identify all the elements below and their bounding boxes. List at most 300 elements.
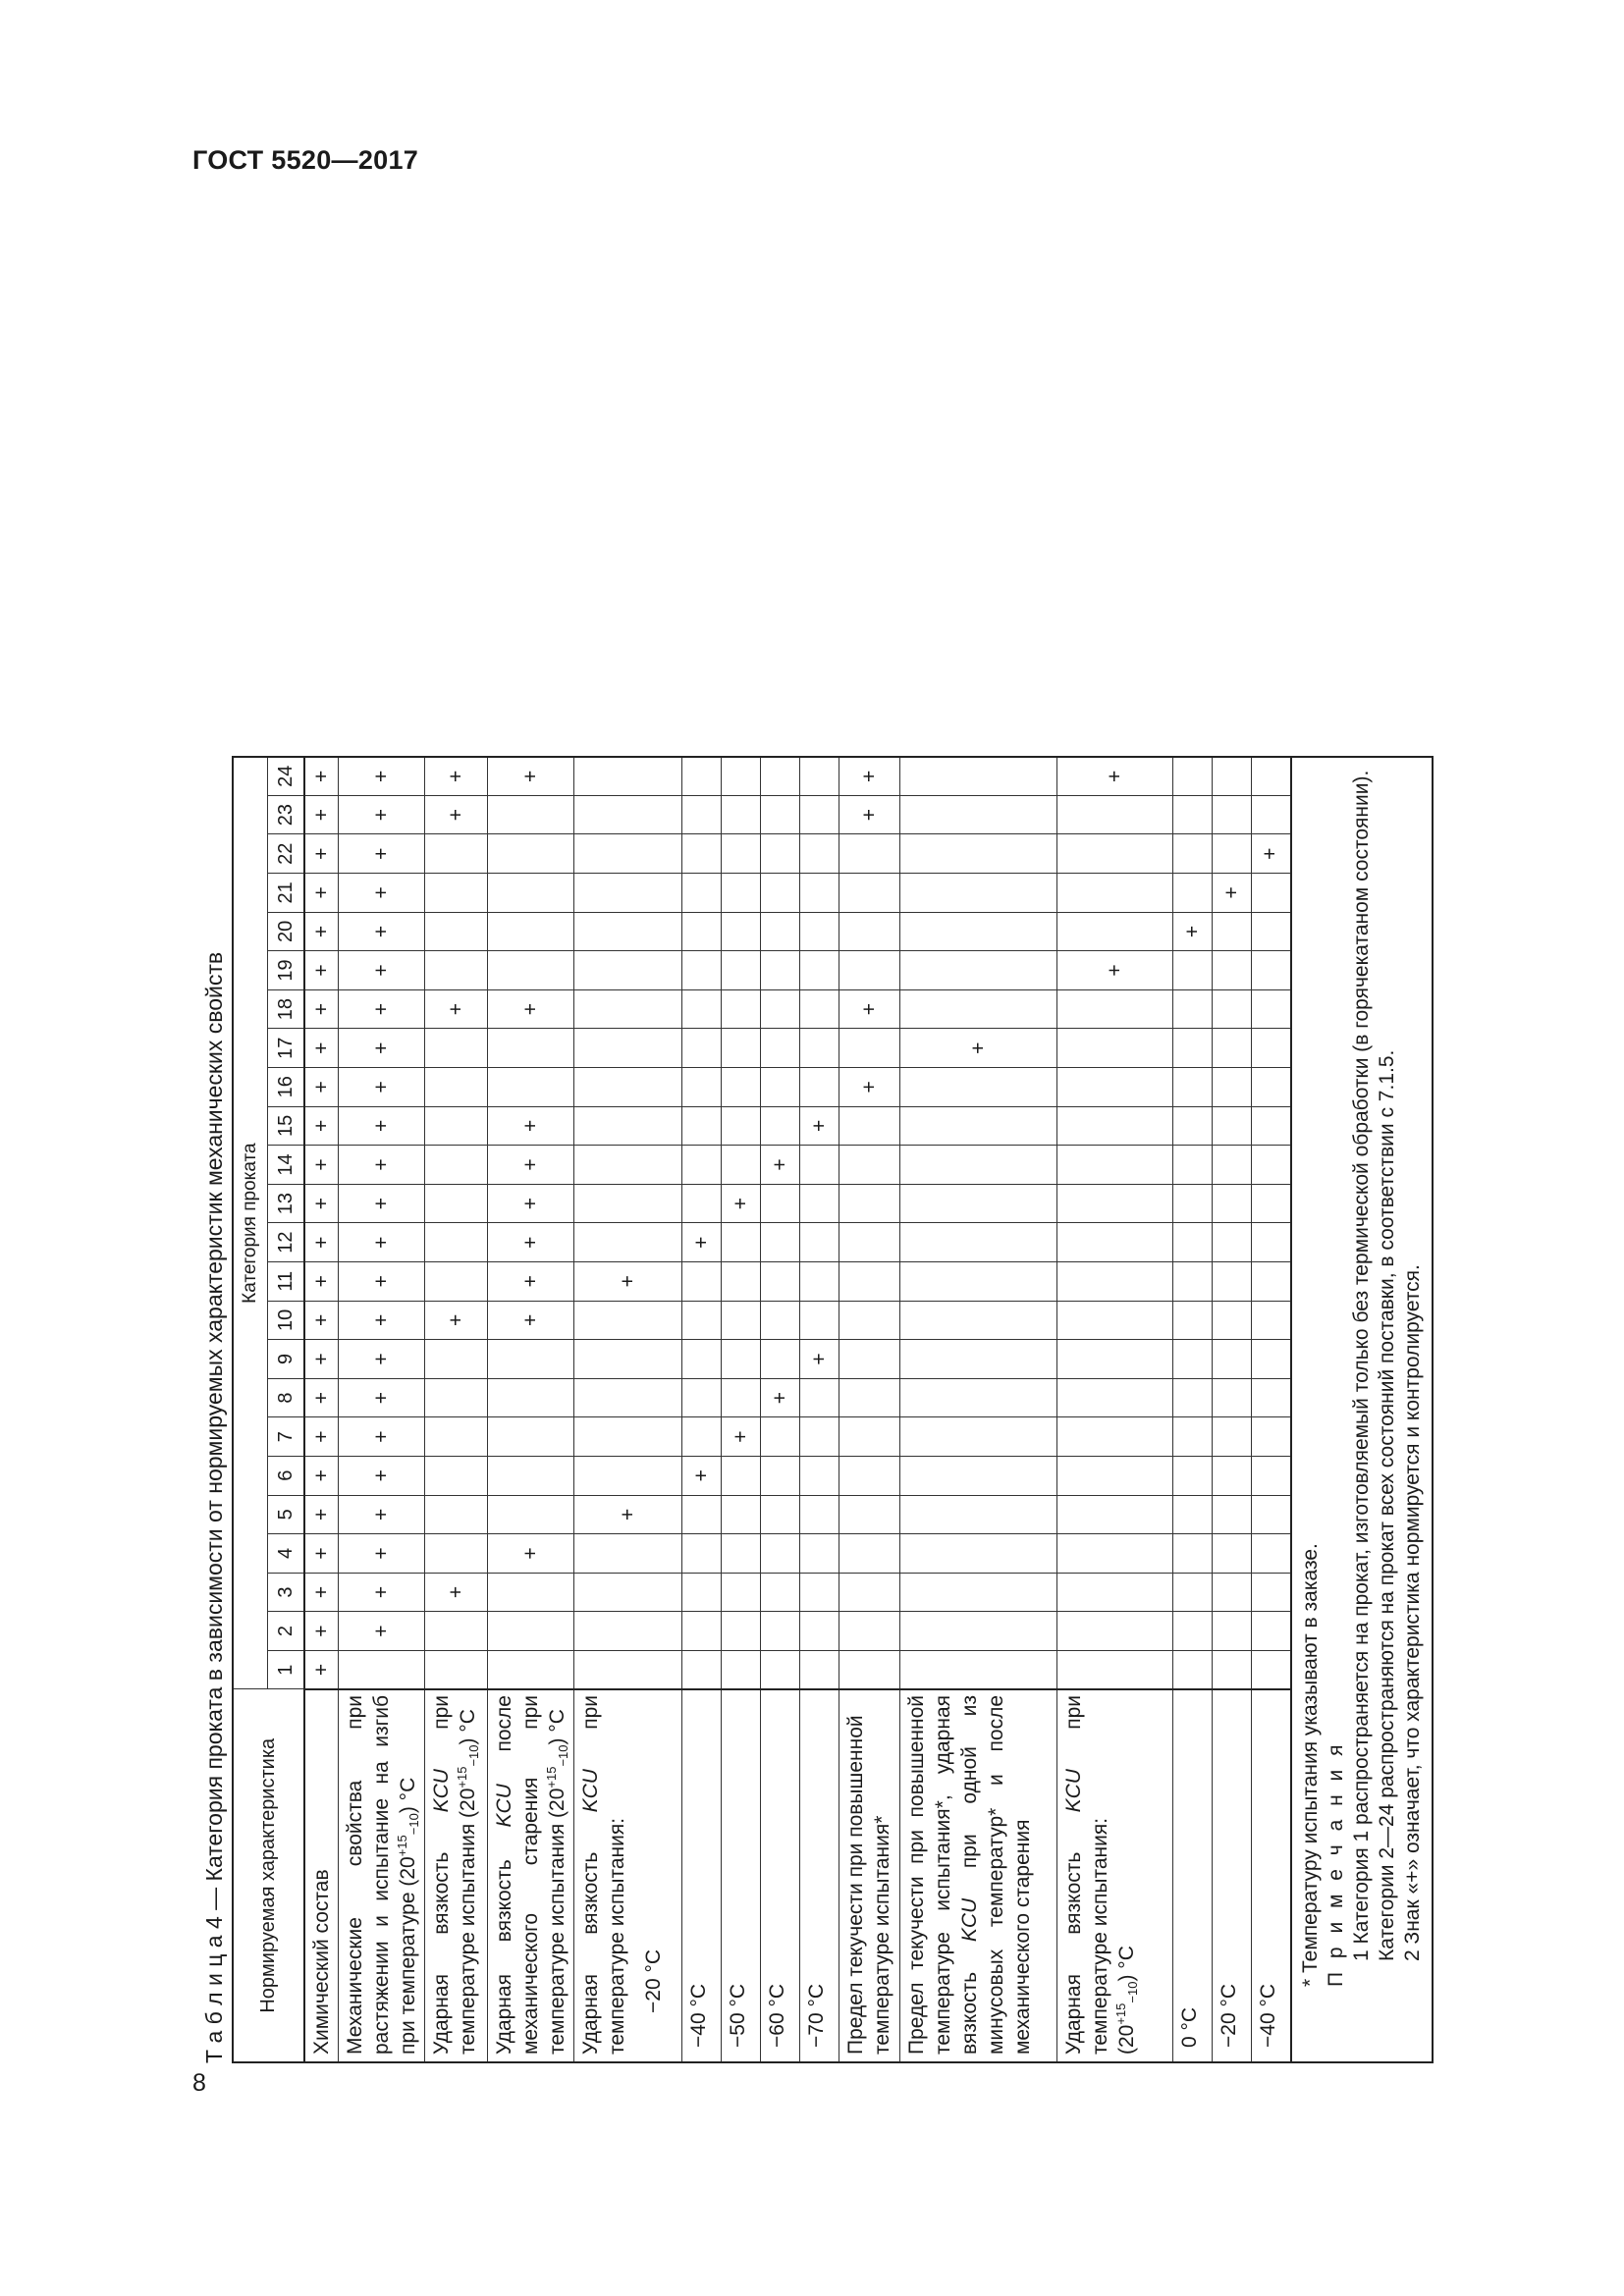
empty-cell: [1057, 1068, 1173, 1107]
category-number-24: 24: [268, 757, 305, 796]
row-label-text: ) °С: [1115, 1946, 1138, 1982]
table-row: [1252, 757, 1291, 2062]
row-label: [339, 1689, 425, 2062]
row-label-text: при температуре испытания:: [579, 1695, 628, 2055]
row-label: [488, 1689, 574, 2062]
row-label: [1173, 1689, 1213, 2062]
empty-cell: [722, 1456, 761, 1495]
row-label-text: при одной из минусовых температур* и после механического старения: [958, 1694, 1034, 2055]
empty-cell: [1057, 1650, 1173, 1689]
empty-cell: [800, 1223, 839, 1262]
empty-cell: [800, 1495, 839, 1534]
empty-cell: [1057, 1534, 1173, 1574]
plus-mark: +: [425, 1573, 488, 1612]
table-row: [800, 757, 839, 2062]
empty-cell: [900, 1534, 1057, 1574]
temperature-label: −50 °С: [727, 1983, 749, 2048]
empty-cell: [1252, 1029, 1291, 1068]
empty-cell: [761, 1534, 800, 1574]
empty-cell: [1252, 757, 1291, 796]
plus-mark: +: [839, 989, 900, 1029]
empty-cell: [425, 951, 488, 990]
empty-cell: [488, 912, 574, 951]
kcu-symbol: KCU: [493, 1784, 515, 1828]
empty-cell: [1252, 795, 1291, 834]
empty-cell: [761, 1417, 800, 1457]
tolerance-sup: +15: [395, 1835, 409, 1857]
empty-cell: [900, 1301, 1057, 1340]
table-row: [722, 757, 761, 2062]
plus-mark: +: [488, 1223, 574, 1262]
empty-cell: [800, 1029, 839, 1068]
empty-cell: [839, 1378, 900, 1417]
plus-mark: +: [488, 1261, 574, 1301]
row-label: [682, 1689, 722, 2062]
plus-mark: +: [800, 1340, 839, 1379]
empty-cell: [1213, 834, 1252, 874]
plus-mark: +: [304, 874, 339, 913]
empty-cell: [1252, 874, 1291, 913]
empty-cell: [1057, 1417, 1173, 1457]
empty-cell: [1173, 1340, 1213, 1379]
category-number-6: 6: [268, 1456, 305, 1495]
table-row: [1057, 757, 1173, 2062]
empty-cell: [839, 874, 900, 913]
category-number-7: 7: [268, 1417, 305, 1457]
empty-cell: [900, 1340, 1057, 1379]
empty-cell: [839, 1340, 900, 1379]
empty-cell: [1057, 912, 1173, 951]
empty-cell: [425, 1261, 488, 1301]
table-row: [1173, 757, 1213, 2062]
empty-cell: [574, 1650, 682, 1689]
empty-cell: [722, 795, 761, 834]
empty-cell: [900, 1456, 1057, 1495]
plus-mark: +: [900, 1029, 1057, 1068]
empty-cell: [1252, 1301, 1291, 1340]
empty-cell: [1213, 1417, 1252, 1457]
empty-cell: [1252, 1495, 1291, 1534]
empty-cell: [425, 1378, 488, 1417]
empty-cell: [1213, 1340, 1252, 1379]
category-number-19: 19: [268, 951, 305, 990]
plus-mark: +: [304, 1378, 339, 1417]
empty-cell: [574, 1417, 682, 1457]
empty-cell: [682, 874, 722, 913]
empty-cell: [682, 1301, 722, 1340]
empty-cell: [1057, 989, 1173, 1029]
plus-mark: +: [339, 951, 425, 990]
plus-mark: +: [574, 1495, 682, 1534]
empty-cell: [722, 1378, 761, 1417]
empty-cell: [1252, 1146, 1291, 1185]
empty-cell: [488, 1068, 574, 1107]
row-label: [722, 1689, 761, 2062]
temperature-label: −60 °С: [766, 1983, 788, 2048]
row-label-text: после механического старения при температуре испытания (20: [493, 1695, 568, 2055]
plus-mark: +: [488, 1146, 574, 1185]
empty-cell: [1057, 834, 1173, 874]
empty-cell: [425, 1417, 488, 1457]
empty-cell: [900, 951, 1057, 990]
table-row: [1213, 757, 1252, 2062]
tolerance-sup: +15: [455, 1766, 469, 1789]
empty-cell: [1252, 1417, 1291, 1457]
empty-cell: [682, 912, 722, 951]
empty-cell: [488, 834, 574, 874]
plus-mark: +: [304, 1068, 339, 1107]
empty-cell: [1057, 795, 1173, 834]
empty-cell: [488, 1378, 574, 1417]
empty-cell: [1213, 757, 1252, 796]
empty-cell: [1057, 1301, 1173, 1340]
plus-mark: +: [339, 1223, 425, 1262]
empty-cell: [722, 834, 761, 874]
empty-cell: [761, 1106, 800, 1146]
category-number-20: 20: [268, 912, 305, 951]
empty-cell: [1173, 1378, 1213, 1417]
empty-cell: [839, 912, 900, 951]
note-2: 2 Знак «+» означает, что характеристика нормируется и контролируется.: [1400, 1264, 1424, 1961]
category-number-5: 5: [268, 1495, 305, 1534]
plus-mark: +: [1213, 874, 1252, 913]
empty-cell: [574, 874, 682, 913]
empty-cell: [682, 1068, 722, 1107]
category-header: Категория проката: [233, 757, 268, 1689]
empty-cell: [574, 1340, 682, 1379]
empty-cell: [1057, 1495, 1173, 1534]
empty-cell: [1213, 1184, 1252, 1223]
plus-mark: +: [304, 757, 339, 796]
plus-mark: +: [1252, 834, 1291, 874]
row-label-text: ) °С: [397, 1777, 419, 1814]
empty-cell: [800, 989, 839, 1029]
empty-cell: [1173, 1417, 1213, 1457]
empty-cell: [1213, 951, 1252, 990]
empty-cell: [761, 1223, 800, 1262]
empty-cell: [1173, 1573, 1213, 1612]
empty-cell: [761, 1456, 800, 1495]
empty-cell: [574, 1223, 682, 1262]
row-label-text: ) °С: [546, 1709, 568, 1745]
category-number-1: 1: [268, 1650, 305, 1689]
empty-cell: [682, 1417, 722, 1457]
empty-cell: [900, 1068, 1057, 1107]
category-number-13: 13: [268, 1184, 305, 1223]
characteristic-header: Нормируемая характеристика: [233, 1689, 304, 2062]
plus-mark: +: [304, 912, 339, 951]
tolerance-sub: −10: [466, 1744, 481, 1767]
row-label: [761, 1689, 800, 2062]
empty-cell: [574, 1029, 682, 1068]
empty-cell: [900, 912, 1057, 951]
table-row: [839, 757, 900, 2062]
row-label: [839, 1689, 900, 2062]
empty-cell: [722, 1106, 761, 1146]
empty-cell: [1252, 1223, 1291, 1262]
empty-cell: [839, 1495, 900, 1534]
notes-row: [1291, 757, 1433, 2062]
empty-cell: [682, 951, 722, 990]
empty-cell: [900, 757, 1057, 796]
row-label-text: Ударная вязкость: [430, 1812, 453, 2055]
row-label-text: Химический состав: [310, 1869, 333, 2055]
empty-cell: [1173, 951, 1213, 990]
empty-cell: [1057, 1223, 1173, 1262]
empty-cell: [425, 1106, 488, 1146]
tolerance-sub: −10: [1125, 1981, 1140, 2003]
empty-cell: [1213, 1029, 1252, 1068]
empty-cell: [682, 1378, 722, 1417]
empty-cell: [722, 1573, 761, 1612]
empty-cell: [1173, 1495, 1213, 1534]
empty-cell: [900, 795, 1057, 834]
empty-cell: [1173, 1534, 1213, 1574]
plus-mark: +: [425, 989, 488, 1029]
empty-cell: [722, 951, 761, 990]
empty-cell: [800, 1612, 839, 1651]
notes-heading: П р и м е ч а н и я: [1324, 1740, 1347, 1987]
empty-cell: [339, 1650, 425, 1689]
empty-cell: [900, 989, 1057, 1029]
empty-cell: [1173, 1650, 1213, 1689]
category-number-2: 2: [268, 1612, 305, 1651]
empty-cell: [425, 1223, 488, 1262]
plus-mark: +: [304, 1417, 339, 1457]
row-label-text: Ударная вязкость: [1062, 1812, 1085, 2055]
empty-cell: [1173, 757, 1213, 796]
empty-cell: [574, 951, 682, 990]
empty-cell: [800, 1650, 839, 1689]
empty-cell: [722, 1068, 761, 1107]
plus-mark: +: [304, 1650, 339, 1689]
empty-cell: [425, 912, 488, 951]
empty-cell: [1252, 1612, 1291, 1651]
empty-cell: [1213, 1223, 1252, 1262]
empty-cell: [839, 1146, 900, 1185]
empty-cell: [574, 1301, 682, 1340]
empty-cell: [722, 1029, 761, 1068]
plus-mark: +: [425, 757, 488, 796]
empty-cell: [682, 1650, 722, 1689]
empty-cell: [425, 1029, 488, 1068]
empty-cell: [1252, 1650, 1291, 1689]
empty-cell: [722, 1495, 761, 1534]
empty-cell: [1213, 1146, 1252, 1185]
empty-cell: [800, 1261, 839, 1301]
empty-cell: [574, 1068, 682, 1107]
empty-cell: [1213, 1378, 1252, 1417]
temperature-label: −40 °С: [1257, 1983, 1279, 2048]
empty-cell: [761, 1184, 800, 1223]
empty-cell: [900, 1106, 1057, 1146]
empty-cell: [1057, 1261, 1173, 1301]
plus-mark: +: [304, 989, 339, 1029]
plus-mark: +: [304, 795, 339, 834]
empty-cell: [1213, 912, 1252, 951]
empty-cell: [839, 1456, 900, 1495]
empty-cell: [1252, 1261, 1291, 1301]
plus-mark: +: [339, 1534, 425, 1574]
empty-cell: [839, 1184, 900, 1223]
empty-cell: [425, 834, 488, 874]
empty-cell: [1057, 1456, 1173, 1495]
empty-cell: [1213, 1106, 1252, 1146]
row-label-text: Предел текучести при повышенной температуре испытания*, ударная вязкость: [905, 1695, 981, 2055]
empty-cell: [425, 1184, 488, 1223]
empty-cell: [900, 1378, 1057, 1417]
empty-cell: [722, 1146, 761, 1185]
plus-mark: +: [339, 989, 425, 1029]
empty-cell: [488, 1417, 574, 1457]
kcu-symbol: KCU: [958, 1897, 981, 1943]
empty-cell: [722, 1301, 761, 1340]
empty-cell: [1252, 1378, 1291, 1417]
empty-cell: [488, 1650, 574, 1689]
empty-cell: [1057, 1184, 1173, 1223]
empty-cell: [425, 1456, 488, 1495]
kcu-symbol: KCU: [579, 1769, 602, 1813]
empty-cell: [800, 1068, 839, 1107]
temperature-label: −20 °С: [642, 1949, 665, 2013]
plus-mark: +: [339, 1146, 425, 1185]
empty-cell: [722, 989, 761, 1029]
empty-cell: [761, 951, 800, 990]
plus-mark: +: [761, 1146, 800, 1185]
empty-cell: [488, 1573, 574, 1612]
empty-cell: [574, 1534, 682, 1574]
empty-cell: [900, 834, 1057, 874]
category-number-15: 15: [268, 1106, 305, 1146]
empty-cell: [900, 1650, 1057, 1689]
empty-cell: [761, 1495, 800, 1534]
empty-cell: [425, 1340, 488, 1379]
plus-mark: +: [339, 1495, 425, 1534]
row-label-text: Ударная вязкость: [579, 1812, 602, 2055]
empty-cell: [682, 1146, 722, 1185]
row-label-text: (20: [1115, 2024, 1138, 2055]
row-label-text: Предел текучести при повышенной температуре испытания*: [844, 1715, 893, 2055]
category-number-23: 23: [268, 795, 305, 834]
empty-cell: [1173, 1106, 1213, 1146]
category-number-11: 11: [268, 1261, 305, 1301]
plus-mark: +: [304, 1612, 339, 1651]
plus-mark: +: [339, 1378, 425, 1417]
temperature-label: −70 °С: [805, 1983, 828, 2048]
empty-cell: [761, 757, 800, 796]
empty-cell: [1173, 795, 1213, 834]
tolerance-sup: +15: [1113, 2002, 1128, 2025]
row-label: [800, 1689, 839, 2062]
empty-cell: [574, 1612, 682, 1651]
plus-mark: +: [1173, 912, 1213, 951]
plus-mark: +: [488, 989, 574, 1029]
plus-mark: +: [488, 1534, 574, 1574]
empty-cell: [488, 1340, 574, 1379]
empty-cell: [839, 1534, 900, 1574]
empty-cell: [1213, 1261, 1252, 1301]
empty-cell: [1213, 1573, 1252, 1612]
empty-cell: [800, 1378, 839, 1417]
plus-mark: +: [488, 1184, 574, 1223]
plus-mark: +: [339, 757, 425, 796]
empty-cell: [1252, 989, 1291, 1029]
plus-mark: +: [339, 1261, 425, 1301]
plus-mark: +: [304, 1184, 339, 1223]
empty-cell: [1057, 1378, 1173, 1417]
empty-cell: [1252, 1184, 1291, 1223]
kcu-symbol: KCU: [1062, 1769, 1085, 1813]
table-row: [761, 757, 800, 2062]
empty-cell: [900, 1573, 1057, 1612]
table-row: [682, 757, 722, 2062]
empty-cell: [682, 989, 722, 1029]
plus-mark: +: [722, 1184, 761, 1223]
empty-cell: [800, 757, 839, 796]
empty-cell: [1213, 1456, 1252, 1495]
empty-cell: [1252, 1534, 1291, 1574]
plus-mark: +: [800, 1106, 839, 1146]
empty-cell: [839, 1106, 900, 1146]
empty-cell: [488, 1612, 574, 1651]
empty-cell: [682, 1184, 722, 1223]
empty-cell: [574, 1378, 682, 1417]
empty-cell: [425, 874, 488, 913]
row-label-text: при температуре испытания (20: [430, 1695, 479, 2055]
empty-cell: [1057, 1612, 1173, 1651]
empty-cell: [800, 951, 839, 990]
temperature-label: −40 °С: [687, 1983, 710, 2048]
empty-cell: [839, 1417, 900, 1457]
category-number-17: 17: [268, 1029, 305, 1068]
empty-cell: [682, 1106, 722, 1146]
empty-cell: [1173, 1261, 1213, 1301]
row-label: [1213, 1689, 1252, 2062]
empty-cell: [800, 1573, 839, 1612]
plus-mark: +: [339, 1340, 425, 1379]
plus-mark: +: [488, 1106, 574, 1146]
empty-cell: [722, 1650, 761, 1689]
empty-cell: [1252, 1106, 1291, 1146]
category-number-9: 9: [268, 1340, 305, 1379]
empty-cell: [800, 1456, 839, 1495]
table-row: [900, 757, 1057, 2062]
plus-mark: +: [339, 1417, 425, 1457]
empty-cell: [1173, 989, 1213, 1029]
empty-cell: [425, 1612, 488, 1651]
plus-mark: +: [304, 1456, 339, 1495]
empty-cell: [1173, 1146, 1213, 1185]
category-number-12: 12: [268, 1223, 305, 1262]
row-label-text: при температуре испытания:: [1062, 1695, 1111, 2055]
empty-cell: [722, 1534, 761, 1574]
empty-cell: [574, 1456, 682, 1495]
empty-cell: [1057, 1029, 1173, 1068]
category-number-18: 18: [268, 989, 305, 1029]
empty-cell: [574, 757, 682, 796]
plus-mark: +: [339, 1301, 425, 1340]
category-table: [232, 756, 1434, 2063]
category-number-4: 4: [268, 1534, 305, 1574]
empty-cell: [839, 951, 900, 990]
empty-cell: [761, 1301, 800, 1340]
note-1: [1349, 768, 1400, 2050]
empty-cell: [574, 1184, 682, 1223]
empty-cell: [722, 874, 761, 913]
table-row: [574, 757, 682, 2062]
empty-cell: [800, 1534, 839, 1574]
empty-cell: [1252, 912, 1291, 951]
